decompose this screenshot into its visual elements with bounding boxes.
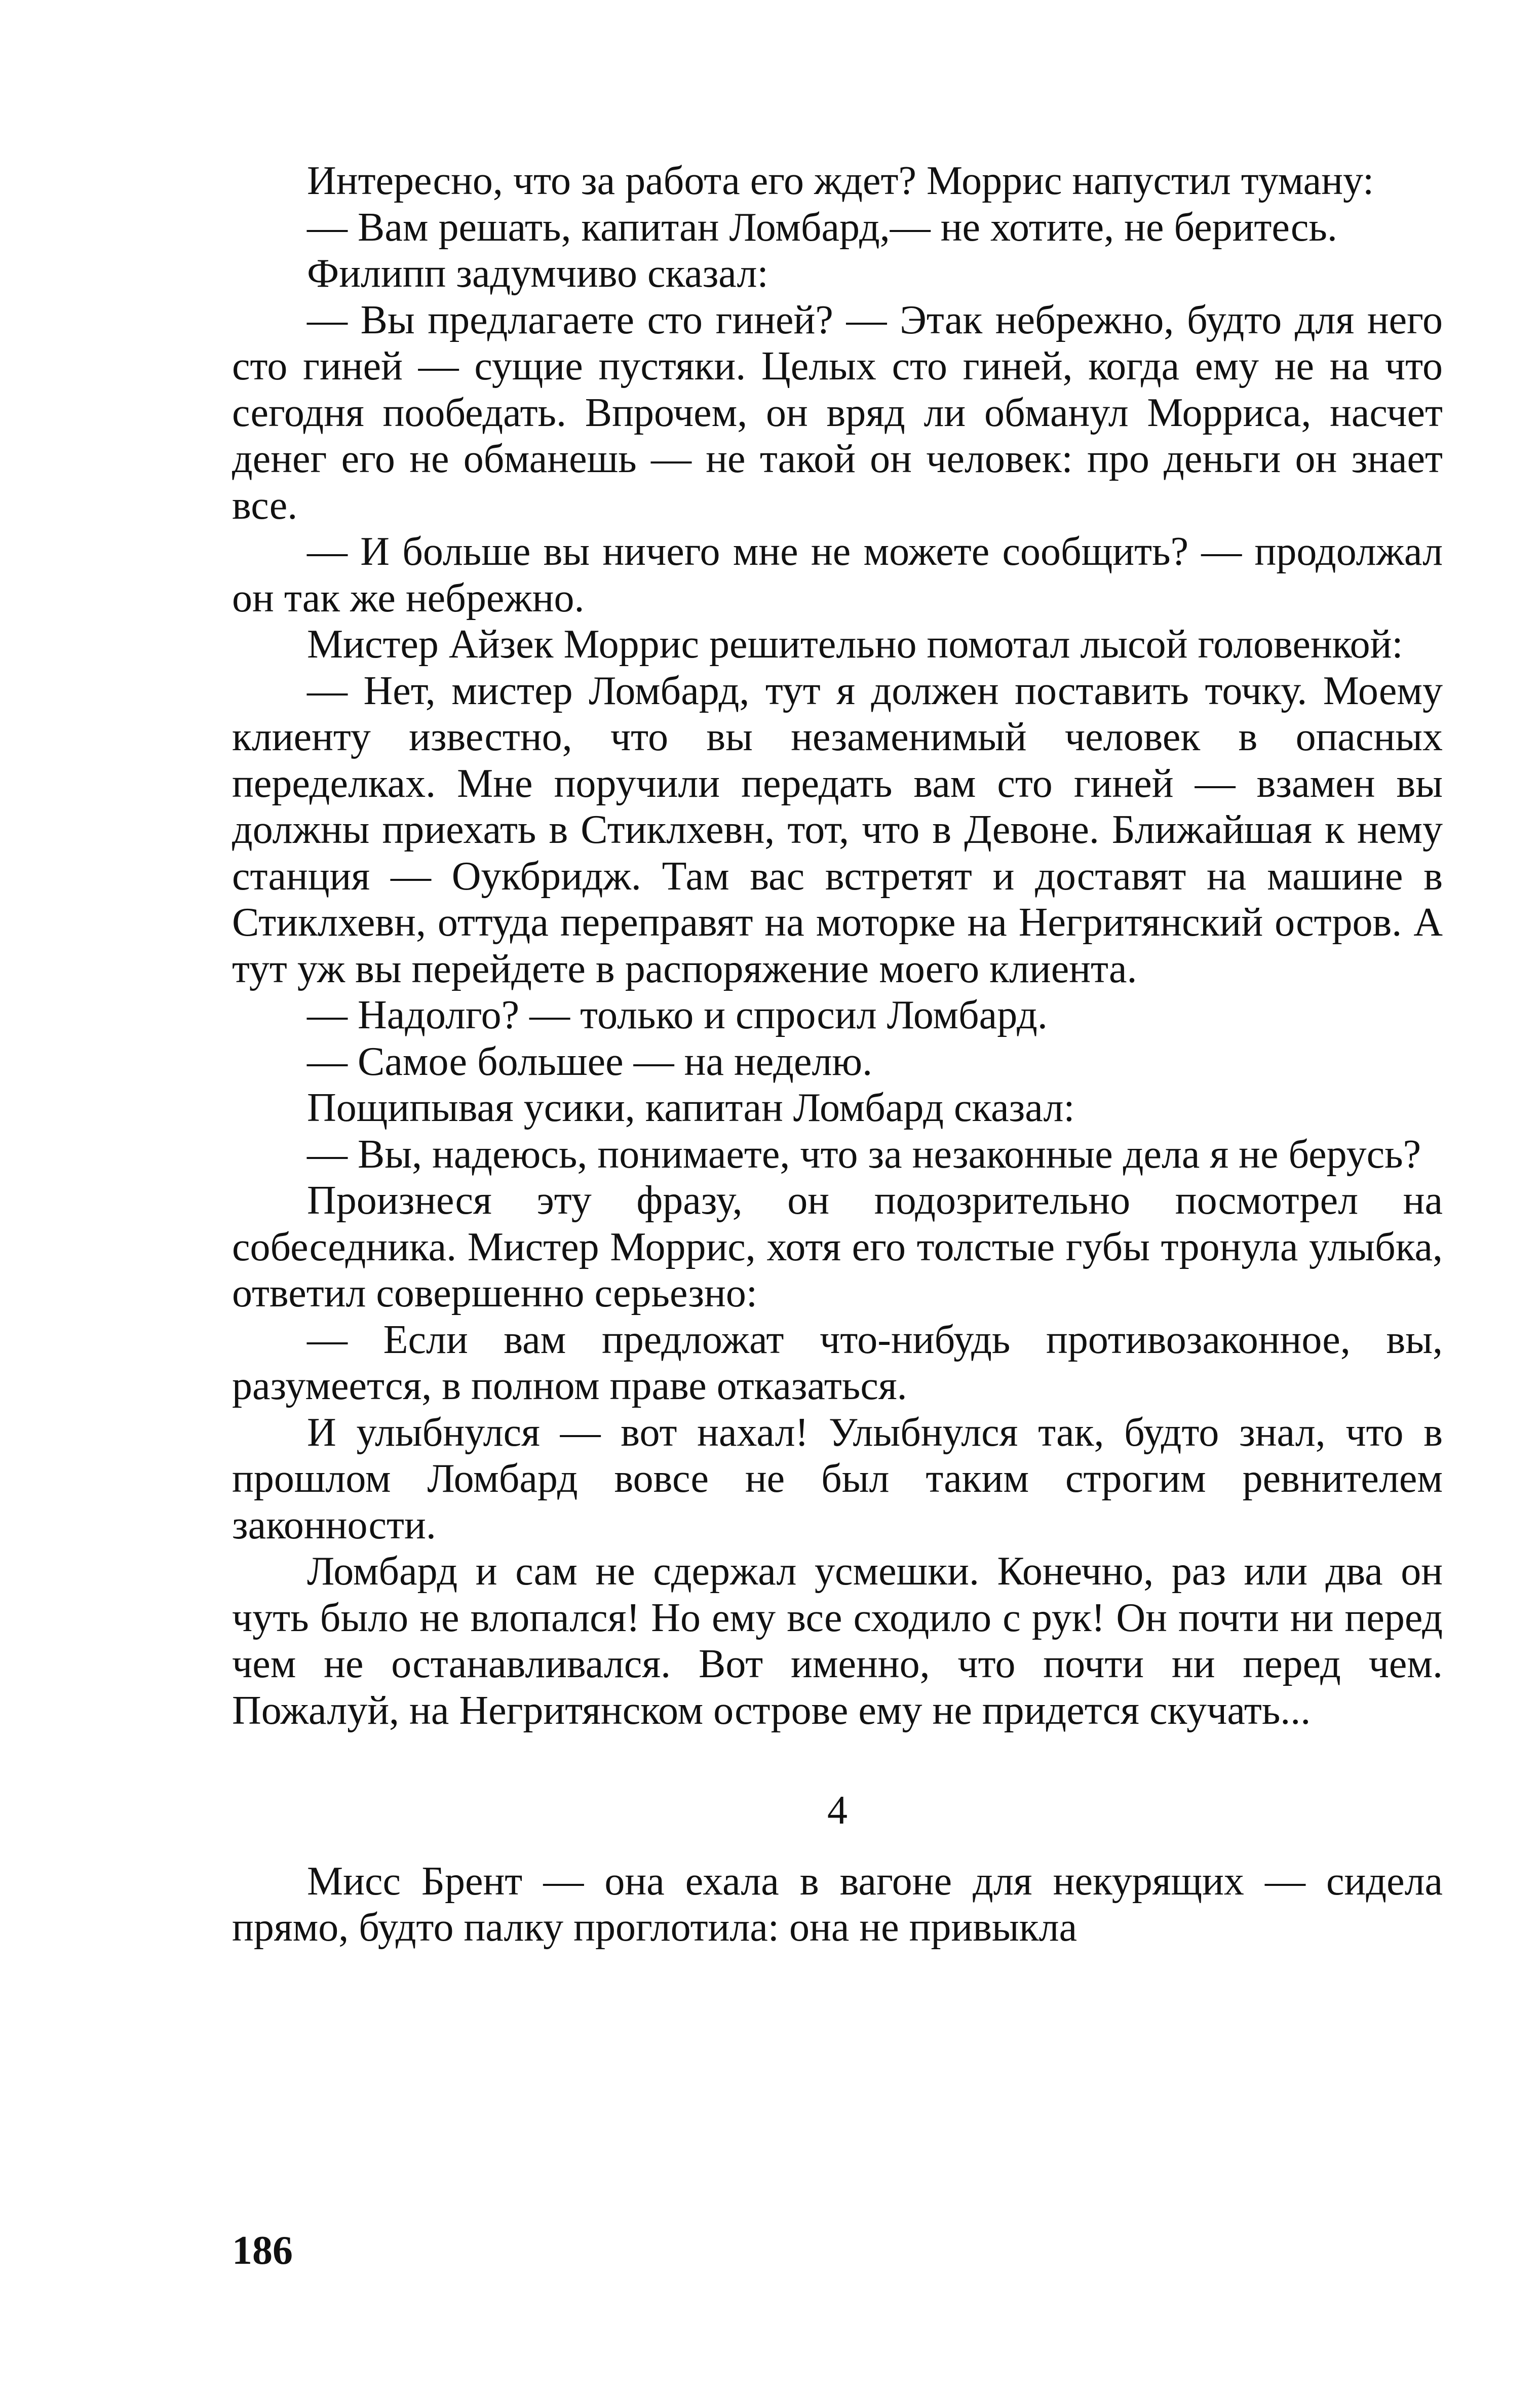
section-number: 4	[827, 1788, 848, 1833]
paragraph: — Вы, надеюсь, понимаете, что за незаконные дела я не берусь?	[307, 1132, 1421, 1177]
paragraph: — Если вам предложат что-нибудь противозаконное, вы, разумеется, в полном праве отказаться.	[232, 1317, 1443, 1408]
page-number: 186	[232, 2228, 293, 2273]
paragraph: — Вам решать, капитан Ломбард,— не хотите, не беритесь.	[307, 205, 1337, 250]
page-body	[232, 158, 1443, 1951]
paragraph: И улыбнулся — вот нахал! Улыбнулся так, будто знал, что в прошлом Ломбард вовсе не был таким строгим ревнителем законности.	[232, 1410, 1443, 1548]
paragraph: — Вы предлагаете сто гиней? — Этак небрежно, будто для него сто гиней — сущие пустяки. Целых сто гиней, когда ему не на что сегодня пообедать. Впрочем, он вряд ли обманул Морриса, насчет денег его не обманешь — не такой он человек: про деньги он знает все.	[232, 297, 1443, 528]
paragraph: Мистер Айзек Моррис решительно помотал лысой головенкой:	[307, 622, 1403, 667]
paragraph: Ломбард и сам не сдержал усмешки. Конечно, раз или два он чуть было не влопался! Но ему все сходило с рук! Он почти ни перед чем не останавливался. Вот именно, что почти ни перед чем. Пожалуй, на Негритянском острове ему не придется скучать...	[232, 1549, 1443, 1733]
paragraph: Мисс Брент — она ехала в вагоне для некурящих — сидела прямо, будто палку проглотила: она не привыкла	[232, 1859, 1443, 1950]
paragraph: — Надолго? — только и спросил Ломбард.	[307, 993, 1048, 1037]
paragraph: Пощипывая усики, капитан Ломбард сказал:	[307, 1086, 1075, 1130]
paragraph: — И больше вы ничего мне не можете сообщить? — продолжал он так же небрежно.	[232, 529, 1443, 621]
paragraph: — Нет, мистер Ломбард, тут я должен поставить точку. Моему клиенту известно, что вы незаменимый человек в опасных переделках. Мне поручили передать вам сто гиней — взамен вы должны приехать в Стиклхевн, тот, что в Девоне. Ближайшая к нему станция — Оукбридж. Там вас встретят и доставят на машине в Стиклхевн, оттуда переправят на моторке на Негритянский остров. А тут уж вы перейдете в распоряжение моего клиента.	[232, 668, 1443, 991]
paragraph: Филипп задумчиво сказал:	[307, 251, 768, 296]
paragraph: Произнеся эту фразу, он подозрительно посмотрел на собеседника. Мистер Моррис, хотя его толстые губы тронула улыбка, ответил совершенно серьезно:	[232, 1178, 1443, 1316]
paragraph: — Самое большее — на неделю.	[307, 1039, 873, 1084]
paragraph: Интересно, что за работа его ждет? Моррис напустил туману:	[307, 159, 1374, 203]
